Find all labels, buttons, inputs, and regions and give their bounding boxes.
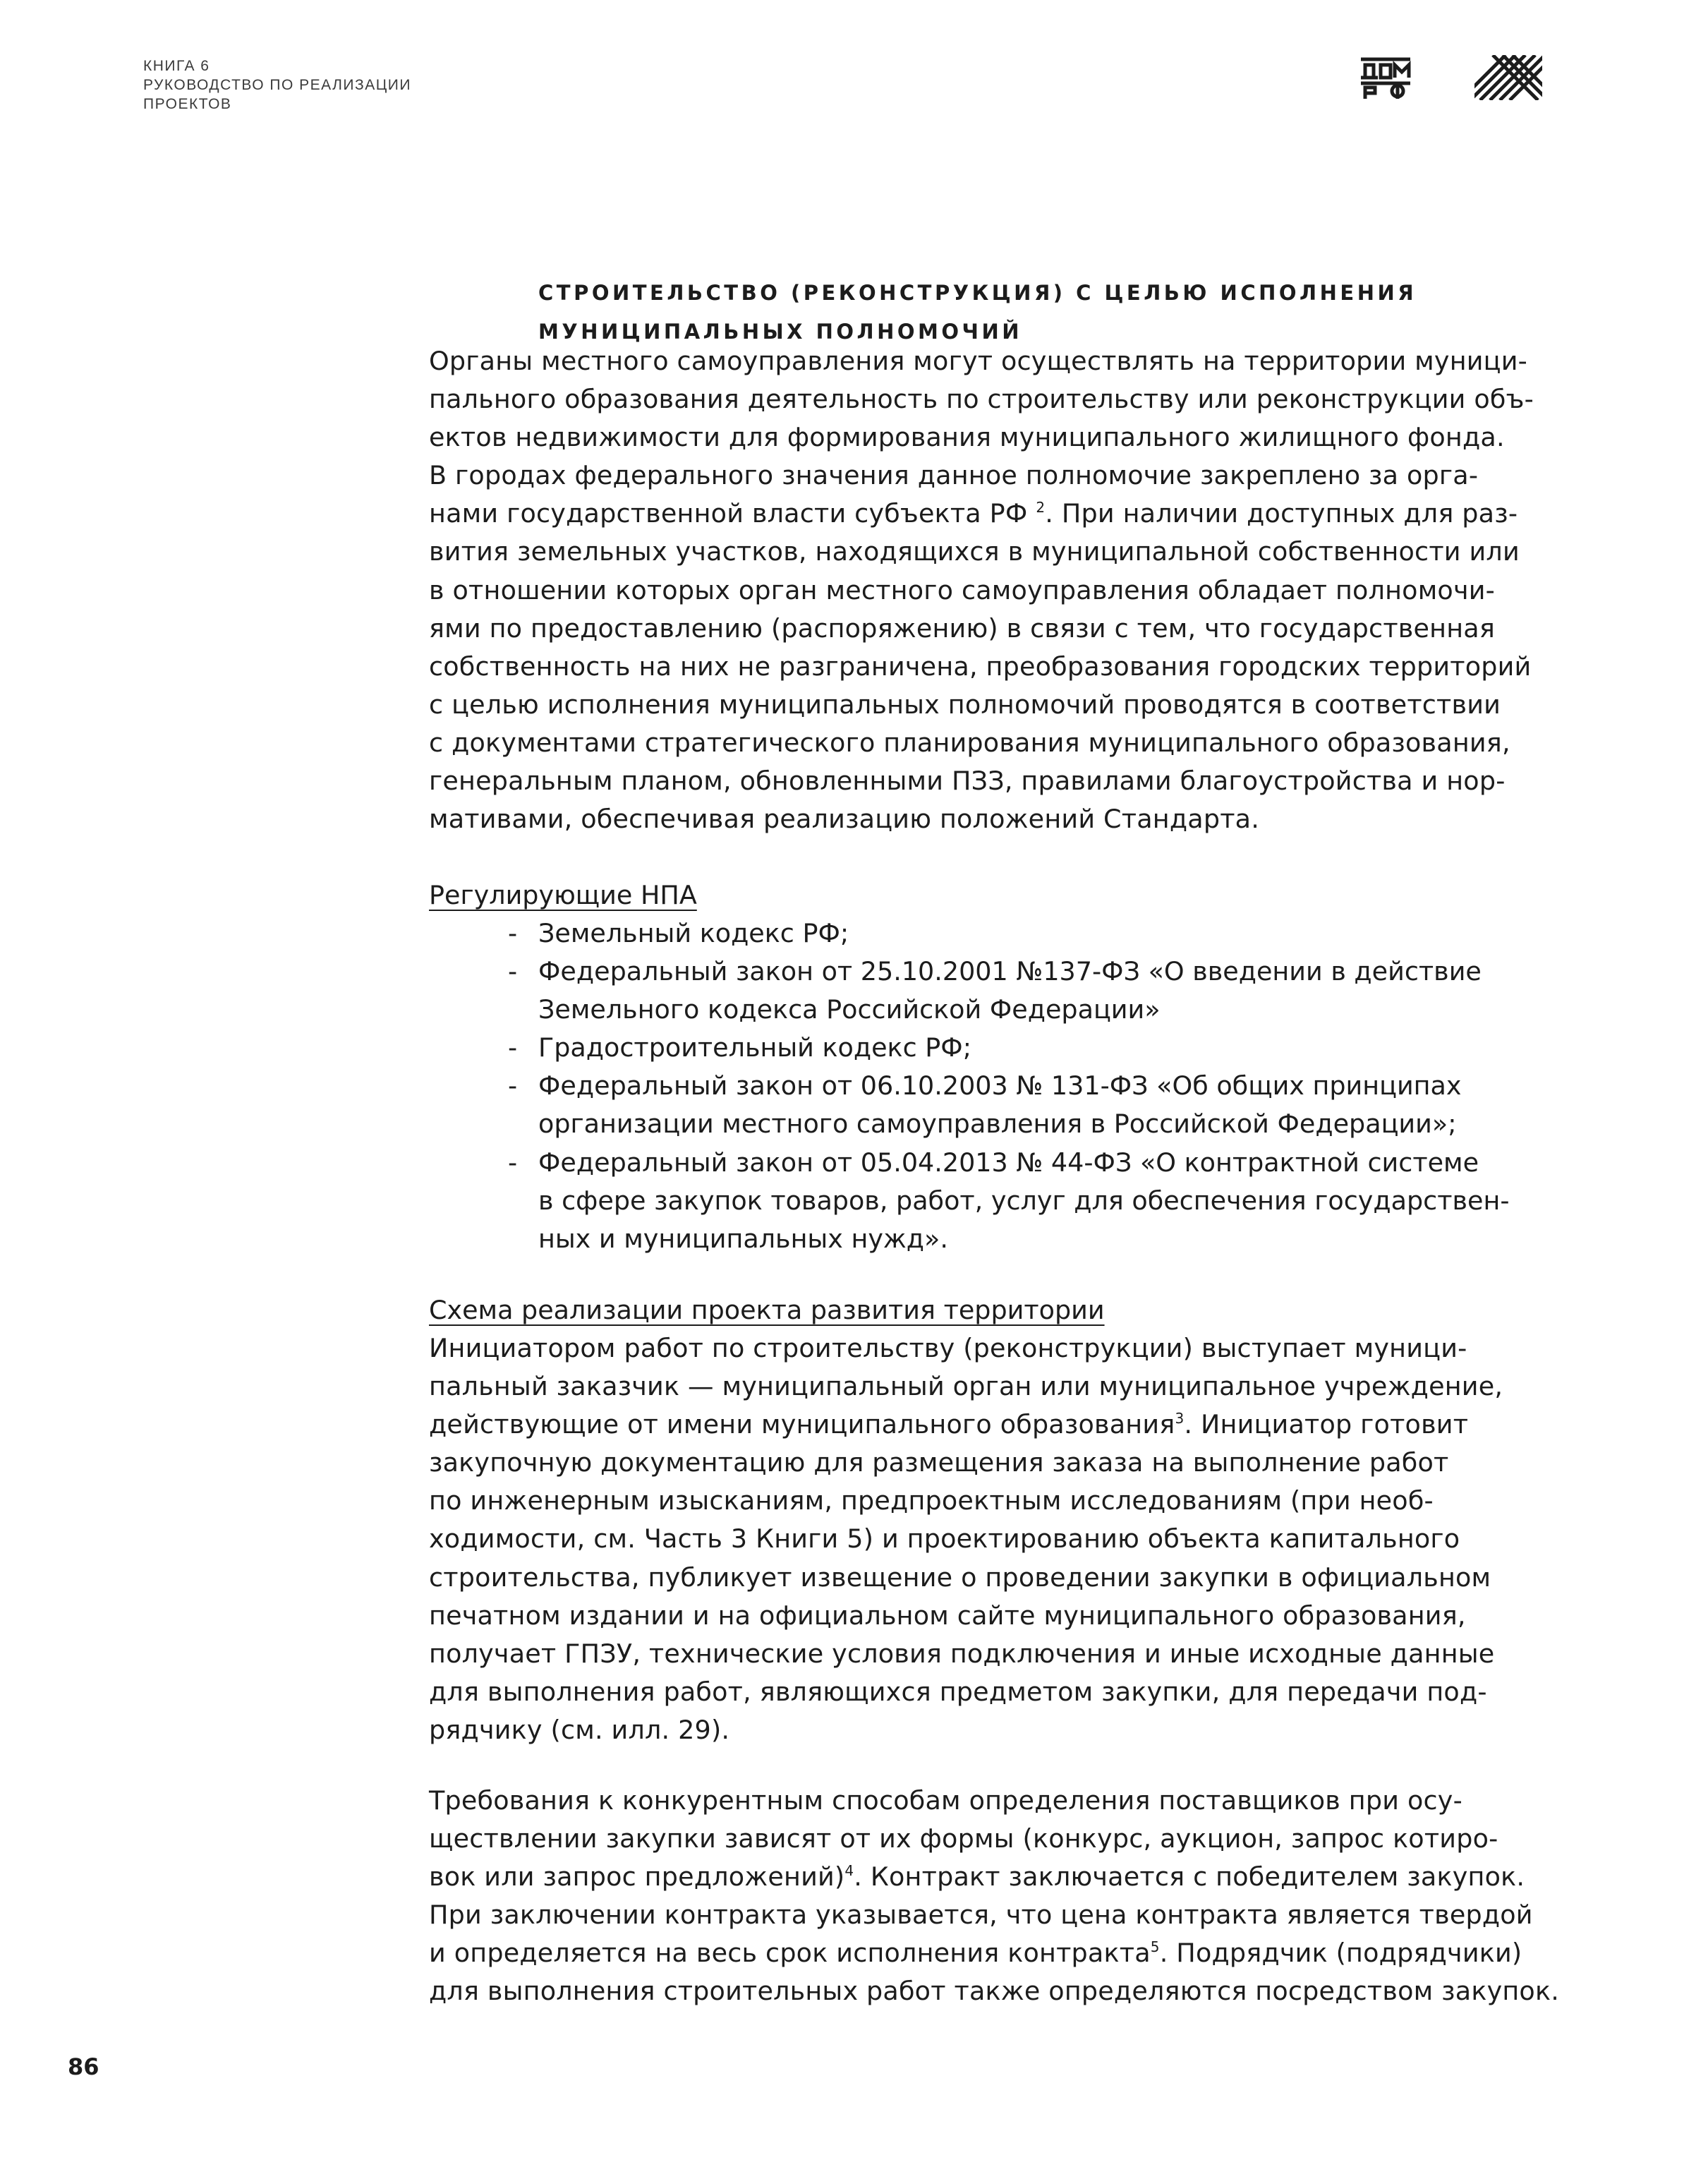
paragraph-line: Инициатором работ по строительству (реконструкции) выступает муници- [429, 1333, 1467, 1363]
paragraph-line: для выполнения строительных работ также определяются посредством закупок. [429, 1976, 1560, 2007]
regulation-heading: Регулирующие НПА [429, 880, 697, 910]
list-bullet: - [508, 1032, 518, 1063]
paragraph-line: с документами стратегического планирования муниципального образования, [429, 727, 1510, 758]
paragraph-line: пальный заказчик — муниципальный орган или муниципальное учреждение, [429, 1371, 1503, 1402]
footnote-ref: 4 [844, 1862, 854, 1880]
text-span: вок или запрос предложений) [429, 1861, 845, 1893]
footnote-ref: 2 [1036, 499, 1046, 517]
paragraph-line: пального образования деятельность по строительству или реконструкции объ- [429, 384, 1534, 415]
paragraph-line: собственность на них не разграничена, преобразования городских территорий [429, 651, 1532, 682]
list-item-line: в сфере закупок товаров, работ, услуг для обеспечения государствен- [538, 1185, 1510, 1216]
paragraph-line: печатном издании и на официальном сайте муниципального образования, [429, 1600, 1466, 1631]
paragraph-line: закупочную документацию для размещения заказа на выполнение работ [429, 1447, 1449, 1478]
paragraph-line: вития земельных участков, находящихся в муниципальной собственности или [429, 536, 1520, 567]
list-item-line: ных и муниципальных нужд». [538, 1223, 948, 1254]
text-span: действующие от имени муниципального образования [429, 1409, 1175, 1440]
paragraph-line: в отношении которых орган местного самоуправления обладает полномочи- [429, 574, 1496, 605]
footnote-ref: 5 [1150, 1938, 1160, 1956]
list-item [508, 953, 1531, 1029]
list-bullet: - [508, 1070, 518, 1101]
text-span: и определяется на весь срок исполнения контракта [429, 1938, 1151, 1969]
text-span: нами государственной власти субъекта РФ [429, 498, 1028, 529]
list-item-line: Федеральный закон от 25.10.2001 №137-ФЗ «О введении в действие [538, 956, 1482, 987]
guide-title-line-1: РУКОВОДСТВО ПО РЕАЛИЗАЦИИ [143, 77, 411, 93]
list-item-line: Федеральный закон от 05.04.2013 № 44-ФЗ «О контрактной системе [538, 1147, 1479, 1178]
list-bullet: - [508, 956, 518, 987]
paragraph-line: ществлении закупки зависят от их формы (конкурс, аукцион, запрос котиро- [429, 1823, 1498, 1854]
scheme-heading: Схема реализации проекта развития территории [429, 1295, 1105, 1325]
list-item-line: Земельного кодекса Российской Федерации» [538, 994, 1161, 1025]
list-item [508, 1144, 1531, 1258]
list-item-line: организации местного самоуправления в Российской Федерации»; [538, 1109, 1457, 1140]
paragraph-line: по инженерным изысканиям, предпроектным исследованиям (при необ- [429, 1485, 1434, 1516]
book-label: КНИГА 6 [143, 58, 210, 74]
list-item [508, 1067, 1531, 1143]
list-item [508, 1029, 1531, 1067]
paragraph-line: В городах федерального значения данное полномочие закреплено за орга- [429, 460, 1479, 491]
page-number: 86 [68, 2053, 99, 2080]
list-bullet: - [508, 918, 518, 948]
requirements-paragraph [429, 1782, 1560, 2011]
section-title-line-2: МУНИЦИПАЛЬНЫХ ПОЛНОМОЧИЙ [538, 320, 1023, 344]
regulation-list [508, 915, 1531, 1258]
paragraph-line [429, 1934, 1530, 1972]
list-item [508, 915, 1531, 953]
text-span: . При наличии доступных для раз- [1045, 498, 1518, 529]
paragraph-line: получает ГПЗУ, технические условия подключения и иные исходные данные [429, 1638, 1495, 1669]
paragraph-line [429, 495, 1530, 533]
paragraph-line [429, 1406, 1530, 1444]
running-header [143, 56, 411, 114]
brand-pattern-logo [1474, 55, 1542, 100]
paragraph-line: генеральным планом, обновленными ПЗЗ, правилами благоустройства и нор- [429, 766, 1506, 797]
dom-rf-logo [1358, 55, 1413, 100]
list-item-line: Земельный кодекс РФ; [538, 918, 849, 948]
paragraph-line: ектов недвижимости для формирования муниципального жилищного фонда. [429, 422, 1505, 453]
list-bullet: - [508, 1147, 518, 1178]
list-item-line: Федеральный закон от 06.10.2003 № 131-ФЗ «Об общих принципах [538, 1070, 1462, 1101]
scheme-paragraph [429, 1329, 1530, 1749]
text-span: . Контракт заключается с победителем закупок. [854, 1861, 1525, 1893]
section-title [538, 274, 1455, 351]
list-item-line: Градостроительный кодекс РФ; [538, 1032, 971, 1063]
paragraph-line: Требования к конкурентным способам определения поставщиков при осу- [429, 1785, 1462, 1816]
paragraph-line [429, 1858, 1530, 1896]
paragraph-line: ями по предоставлению (распоряжению) в связи с тем, что государственная [429, 612, 1496, 644]
paragraph-line: мативами, обеспечивая реализацию положений Стандарта. [429, 804, 1260, 835]
paragraph-line: Органы местного самоуправления могут осуществлять на территории муници- [429, 346, 1528, 376]
footnote-ref: 3 [1175, 1410, 1185, 1427]
paragraph-line: строительства, публикует извещение о проведении закупки в официальном [429, 1562, 1491, 1593]
paragraph-line: для выполнения работ, являющихся предметом закупки, для передачи под- [429, 1676, 1487, 1707]
guide-title-line-2: ПРОЕКТОВ [143, 96, 232, 112]
intro-paragraph [429, 342, 1534, 838]
paragraph-line: ходимости, см. Часть 3 Книги 5) и проектированию объекта капитального [429, 1523, 1460, 1555]
paragraph-line: с целью исполнения муниципальных полномочий проводятся в соответствии [429, 689, 1501, 720]
text-span: . Инициатор готовит [1184, 1409, 1469, 1440]
paragraph-line: При заключении контракта указывается, что цена контракта является твердой [429, 1900, 1533, 1931]
section-title-line-1: СТРОИТЕЛЬСТВО (РЕКОНСТРУКЦИЯ) С ЦЕЛЬЮ ИСПОЛНЕНИЯ [538, 281, 1417, 305]
paragraph-line: рядчику (см. илл. 29). [429, 1714, 730, 1745]
text-span: . Подрядчик (подрядчики) [1159, 1938, 1522, 1969]
